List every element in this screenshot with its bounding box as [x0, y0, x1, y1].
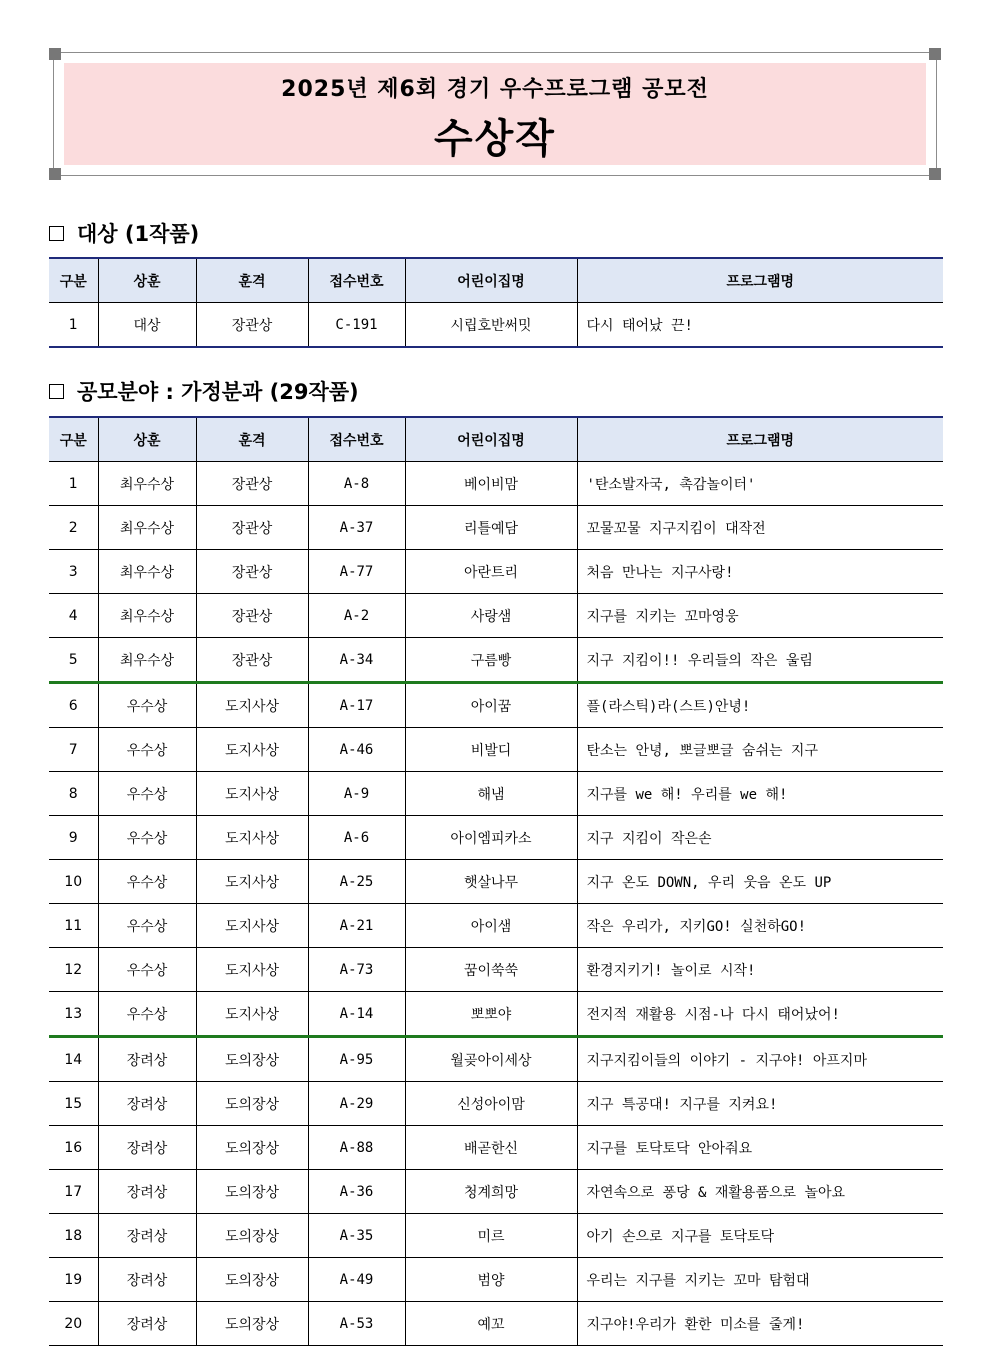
- cell-award: 우수상: [98, 728, 196, 772]
- cell-receipt-no: A-6: [308, 816, 405, 860]
- cell-receipt-no: A-49: [308, 1258, 405, 1302]
- table-row: [49, 1126, 943, 1170]
- cell-number: 3: [49, 550, 98, 594]
- cell-number: 17: [49, 1170, 98, 1214]
- cell-receipt-no: A-53: [308, 1302, 405, 1346]
- cell-award: 우수상: [98, 948, 196, 992]
- cell-receipt-no: A-29: [308, 1082, 405, 1126]
- col-number-header: 구분: [49, 258, 98, 303]
- cell-receipt-no: A-9: [308, 772, 405, 816]
- cell-daycare-name: 해냄: [405, 772, 577, 816]
- section-heading-grand-prize: [49, 218, 199, 248]
- cell-honor: 도지사상: [196, 860, 308, 904]
- cell-receipt-no: A-95: [308, 1037, 405, 1082]
- cell-honor: 도의장상: [196, 1037, 308, 1082]
- cell-program-name: 지구를 토닥토닥 안아줘요: [577, 1126, 943, 1170]
- table-row: [49, 860, 943, 904]
- cell-award: 대상: [98, 303, 196, 348]
- page-title: 수상작: [434, 116, 556, 162]
- cell-award: 최우수상: [98, 594, 196, 638]
- cell-number: 8: [49, 772, 98, 816]
- cell-award: 우수상: [98, 683, 196, 728]
- table-row: [49, 992, 943, 1037]
- cell-honor: 장관상: [196, 303, 308, 348]
- cell-honor: 도의장상: [196, 1214, 308, 1258]
- cell-honor: 장관상: [196, 506, 308, 550]
- table-header-row: [49, 258, 943, 303]
- col-award-header: 상훈: [98, 417, 196, 462]
- cell-receipt-no: A-37: [308, 506, 405, 550]
- table-row: [49, 1082, 943, 1126]
- cell-daycare-name: 뽀뽀야: [405, 992, 577, 1037]
- cell-program-name: 지구 특공대! 지구를 지켜요!: [577, 1082, 943, 1126]
- cell-number: 2: [49, 506, 98, 550]
- cell-daycare-name: 청계희망: [405, 1170, 577, 1214]
- cell-honor: 도지사상: [196, 948, 308, 992]
- cell-honor: 도지사상: [196, 772, 308, 816]
- section-heading-family-category: [49, 376, 359, 406]
- cell-honor: 도지사상: [196, 728, 308, 772]
- table-row: [49, 772, 943, 816]
- table-row: [49, 1258, 943, 1302]
- cell-receipt-no: A-46: [308, 728, 405, 772]
- cell-daycare-name: 베이비맘: [405, 462, 577, 506]
- cell-number: 10: [49, 860, 98, 904]
- table-row: [49, 904, 943, 948]
- table-row: [49, 462, 943, 506]
- col-daycare-name-header: 어린이집명: [405, 417, 577, 462]
- cell-daycare-name: 아란트리: [405, 550, 577, 594]
- table-row: [49, 683, 943, 728]
- cell-daycare-name: 범양: [405, 1258, 577, 1302]
- col-number-header: 구분: [49, 417, 98, 462]
- cell-award: 장려상: [98, 1082, 196, 1126]
- cell-award: 최우수상: [98, 462, 196, 506]
- cell-honor: 도의장상: [196, 1170, 308, 1214]
- cell-award: 장려상: [98, 1170, 196, 1214]
- cell-receipt-no: A-2: [308, 594, 405, 638]
- cell-award: 장려상: [98, 1258, 196, 1302]
- cell-honor: 도지사상: [196, 992, 308, 1037]
- cell-award: 우수상: [98, 904, 196, 948]
- col-receipt-no-header: 접수번호: [308, 417, 405, 462]
- cell-program-name: 아기 손으로 지구를 토닥토닥: [577, 1214, 943, 1258]
- cell-honor: 도지사상: [196, 683, 308, 728]
- cell-award: 장려상: [98, 1214, 196, 1258]
- col-receipt-no-header: 접수번호: [308, 258, 405, 303]
- cell-daycare-name: 미르: [405, 1214, 577, 1258]
- cell-number: 19: [49, 1258, 98, 1302]
- cell-honor: 장관상: [196, 462, 308, 506]
- cell-number: 18: [49, 1214, 98, 1258]
- cell-daycare-name: 신성아이맘: [405, 1082, 577, 1126]
- cell-number: 20: [49, 1302, 98, 1346]
- cell-number: 5: [49, 638, 98, 683]
- table-row: [49, 816, 943, 860]
- cell-number: 1: [49, 462, 98, 506]
- cell-receipt-no: A-34: [308, 638, 405, 683]
- cell-program-name: 지구 온도 DOWN, 우리 웃음 온도 UP: [577, 860, 943, 904]
- cell-honor: 도지사상: [196, 904, 308, 948]
- family-category-table: [49, 416, 943, 1346]
- title-box: [53, 52, 937, 176]
- table-row: [49, 550, 943, 594]
- col-daycare-name-header: 어린이집명: [405, 258, 577, 303]
- cell-receipt-no: A-8: [308, 462, 405, 506]
- cell-number: 9: [49, 816, 98, 860]
- cell-award: 장려상: [98, 1302, 196, 1346]
- col-honor-header: 훈격: [196, 417, 308, 462]
- cell-receipt-no: A-77: [308, 550, 405, 594]
- cell-receipt-no: A-73: [308, 948, 405, 992]
- cell-number: 15: [49, 1082, 98, 1126]
- cell-award: 우수상: [98, 860, 196, 904]
- page-subtitle: 2025년 제6회 경기 우수프로그램 공모전: [281, 77, 709, 102]
- cell-program-name: 우리는 지구를 지키는 꼬마 탐험대: [577, 1258, 943, 1302]
- cell-honor: 장관상: [196, 550, 308, 594]
- cell-daycare-name: 아이엠피카소: [405, 816, 577, 860]
- col-program-name-header: 프로그램명: [577, 258, 943, 303]
- square-bullet-icon: [49, 226, 64, 241]
- cell-program-name: 지구 지킴이 작은손: [577, 816, 943, 860]
- table-header-row: [49, 417, 943, 462]
- cell-receipt-no: A-36: [308, 1170, 405, 1214]
- cell-honor: 도의장상: [196, 1302, 308, 1346]
- cell-number: 6: [49, 683, 98, 728]
- cell-daycare-name: 비발디: [405, 728, 577, 772]
- cell-daycare-name: 아이샘: [405, 904, 577, 948]
- table-row: [49, 594, 943, 638]
- square-bullet-icon: [49, 384, 64, 399]
- cell-program-name: 플(라스틱)라(스트)안녕!: [577, 683, 943, 728]
- section-heading-text: 공모분야 : 가정분과 (29작품): [77, 380, 359, 404]
- cell-program-name: 꼬물꼬물 지구지킴이 대작전: [577, 506, 943, 550]
- cell-receipt-no: A-25: [308, 860, 405, 904]
- cell-award: 장려상: [98, 1037, 196, 1082]
- cell-number: 1: [49, 303, 98, 348]
- cell-award: 우수상: [98, 992, 196, 1037]
- cell-number: 13: [49, 992, 98, 1037]
- cell-program-name: 지구를 지키는 꼬마영웅: [577, 594, 943, 638]
- col-honor-header: 훈격: [196, 258, 308, 303]
- cell-program-name: 처음 만나는 지구사랑!: [577, 550, 943, 594]
- table-row: [49, 506, 943, 550]
- table-row: [49, 638, 943, 683]
- col-program-name-header: 프로그램명: [577, 417, 943, 462]
- cell-daycare-name: 아이꿈: [405, 683, 577, 728]
- cell-receipt-no: A-21: [308, 904, 405, 948]
- cell-program-name: 다시 태어났 끈!: [577, 303, 943, 348]
- cell-award: 최우수상: [98, 638, 196, 683]
- cell-program-name: 지구야!우리가 환한 미소를 줄게!: [577, 1302, 943, 1346]
- corner-decoration: [49, 168, 61, 180]
- cell-daycare-name: 리틀예담: [405, 506, 577, 550]
- table-row: [49, 1302, 943, 1346]
- cell-award: 장려상: [98, 1126, 196, 1170]
- cell-program-name: 탄소는 안녕, 뽀글뽀글 숨쉬는 지구: [577, 728, 943, 772]
- col-award-header: 상훈: [98, 258, 196, 303]
- cell-program-name: '탄소발자국, 촉감놀이터': [577, 462, 943, 506]
- cell-number: 11: [49, 904, 98, 948]
- cell-program-name: 작은 우리가, 지키GO! 실천하GO!: [577, 904, 943, 948]
- cell-program-name: 환경지키기! 놀이로 시작!: [577, 948, 943, 992]
- cell-number: 14: [49, 1037, 98, 1082]
- cell-daycare-name: 월곶아이세상: [405, 1037, 577, 1082]
- cell-number: 12: [49, 948, 98, 992]
- cell-daycare-name: 시립호반써밋: [405, 303, 577, 348]
- cell-receipt-no: A-17: [308, 683, 405, 728]
- cell-receipt-no: A-35: [308, 1214, 405, 1258]
- cell-program-name: 지구 지킴이!! 우리들의 작은 울림: [577, 638, 943, 683]
- table-row: [49, 948, 943, 992]
- cell-honor: 도의장상: [196, 1126, 308, 1170]
- cell-daycare-name: 배곧한신: [405, 1126, 577, 1170]
- cell-receipt-no: A-14: [308, 992, 405, 1037]
- cell-daycare-name: 구름빵: [405, 638, 577, 683]
- cell-daycare-name: 햇살나무: [405, 860, 577, 904]
- table-row: [49, 728, 943, 772]
- cell-program-name: 지구를 we 해! 우리를 we 해!: [577, 772, 943, 816]
- cell-daycare-name: 예꼬: [405, 1302, 577, 1346]
- cell-number: 7: [49, 728, 98, 772]
- section-heading-text: 대상 (1작품): [77, 222, 200, 246]
- cell-honor: 도의장상: [196, 1082, 308, 1126]
- corner-decoration: [49, 48, 61, 60]
- cell-award: 최우수상: [98, 506, 196, 550]
- table-row: [49, 1170, 943, 1214]
- cell-honor: 장관상: [196, 638, 308, 683]
- cell-receipt-no: A-88: [308, 1126, 405, 1170]
- corner-decoration: [929, 48, 941, 60]
- cell-number: 16: [49, 1126, 98, 1170]
- corner-decoration: [929, 168, 941, 180]
- cell-honor: 도의장상: [196, 1258, 308, 1302]
- table-row: [49, 1214, 943, 1258]
- cell-program-name: 전지적 재활용 시점-나 다시 태어났어!: [577, 992, 943, 1037]
- cell-daycare-name: 사랑샘: [405, 594, 577, 638]
- cell-award: 우수상: [98, 772, 196, 816]
- cell-receipt-no: C-191: [308, 303, 405, 348]
- cell-number: 4: [49, 594, 98, 638]
- cell-honor: 도지사상: [196, 816, 308, 860]
- title-banner: [64, 63, 926, 165]
- cell-program-name: 지구지킴이들의 이야기 - 지구야! 아프지마: [577, 1037, 943, 1082]
- table-row: [49, 303, 943, 348]
- cell-award: 우수상: [98, 816, 196, 860]
- cell-honor: 장관상: [196, 594, 308, 638]
- grand-prize-table: [49, 257, 943, 348]
- cell-daycare-name: 꿈이쑥쑥: [405, 948, 577, 992]
- cell-program-name: 자연속으로 퐁당 & 재활용품으로 놀아요: [577, 1170, 943, 1214]
- table-row: [49, 1037, 943, 1082]
- cell-award: 최우수상: [98, 550, 196, 594]
